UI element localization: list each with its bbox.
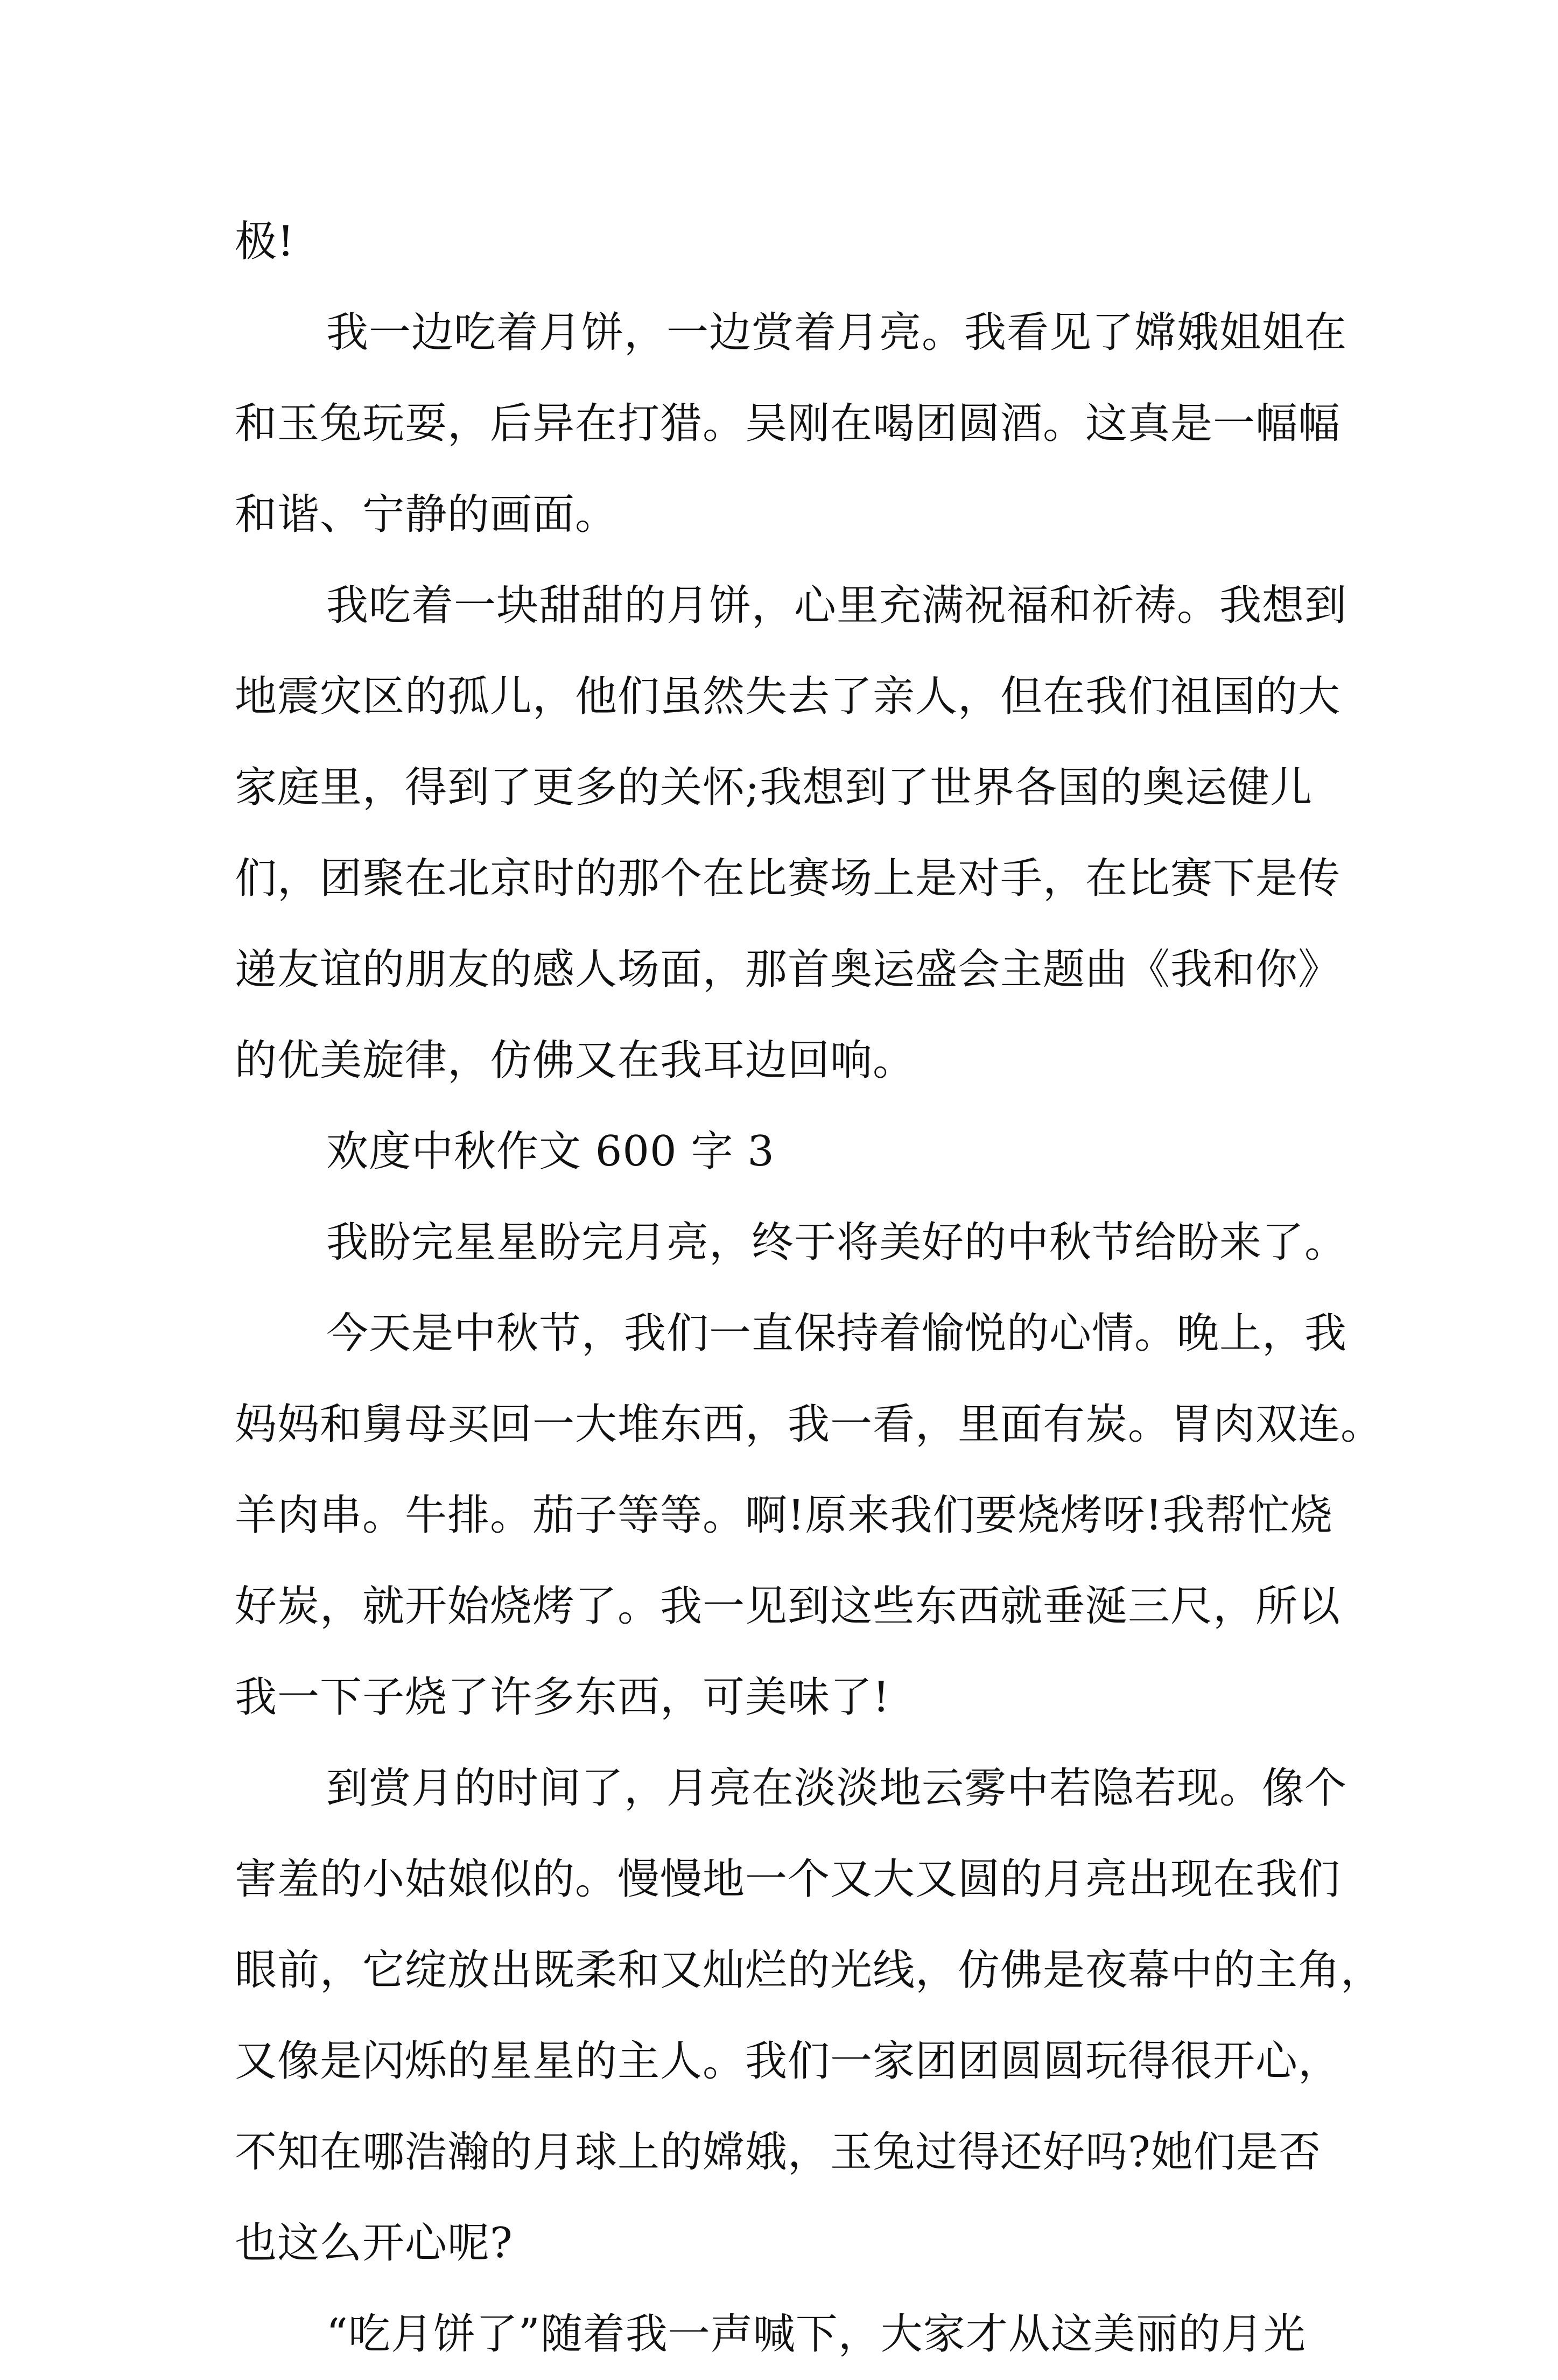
text-line: 害羞的小姑娘似的。慢慢地一个又大又圆的月亮出现在我们 (235, 1855, 1341, 1904)
document-body (235, 196, 1384, 2380)
text-line: 极! (235, 217, 295, 266)
text-line: 羊肉串。牛排。茄子等等。啊!原来我们要烧烤呀!我帮忙烧 (235, 1491, 1333, 1540)
text-line: 和谐、宁静的画面。 (235, 490, 618, 539)
text-line: 不知在哪浩瀚的月球上的嫦娥，玉兔过得还好吗?她们是否 (235, 2128, 1321, 2177)
text-line: 妈妈和舅母买回一大堆东西，我一看，里面有炭。胃肉双连。 (235, 1400, 1384, 1449)
text-line: 的优美旋律，仿佛又在我耳边回响。 (235, 1036, 916, 1085)
text-line: 和玉兔玩耍，后异在打猎。吴刚在喝团圆酒。这真是一幅幅 (235, 399, 1341, 448)
text-line: 欢度中秋作文 600 字 3 (326, 1127, 775, 1176)
text-line: 到赏月的时间了，月亮在淡淡地云雾中若隐若现。像个 (326, 1764, 1348, 1813)
text-line: 们，团聚在北京时的那个在比赛场上是对手，在比赛下是传 (235, 854, 1341, 903)
text-line: 好炭，就开始烧烤了。我一见到这些东西就垂涎三尺，所以 (235, 1582, 1341, 1631)
text-line: 也这么开心呢? (235, 2219, 513, 2267)
text-line: 又像是闪烁的星星的主人。我们一家团团圆圆玩得很开心， (235, 2037, 1341, 2086)
text-line: 我盼完星星盼完月亮，终于将美好的中秋节给盼来了。 (326, 1218, 1348, 1267)
text-line: “吃月饼了”随着我一声喊下，大家才从这美丽的月光 (326, 2310, 1306, 2358)
text-line: 今天是中秋节，我们一直保持着愉悦的心情。晚上，我 (326, 1309, 1348, 1358)
text-line: 家庭里，得到了更多的关怀;我想到了世界各国的奥运健儿 (235, 763, 1313, 812)
text-line: 我吃着一块甜甜的月饼，心里充满祝福和祈祷。我想到 (326, 581, 1348, 630)
text-line: 我一下子烧了许多东西，可美味了! (235, 1673, 890, 1722)
text-line: 我一边吃着月饼，一边赏着月亮。我看见了嫦娥姐姐在 (326, 308, 1348, 357)
text-line: 地震灾区的孤儿，他们虽然失去了亲人，但在我们祖国的大 (235, 672, 1341, 721)
text-line: 递友谊的朋友的感人场面，那首奥运盛会主题曲《我和你》 (235, 945, 1341, 994)
text-line: 眼前，它绽放出既柔和又灿烂的光线，仿佛是夜幕中的主角， (235, 1946, 1384, 1995)
